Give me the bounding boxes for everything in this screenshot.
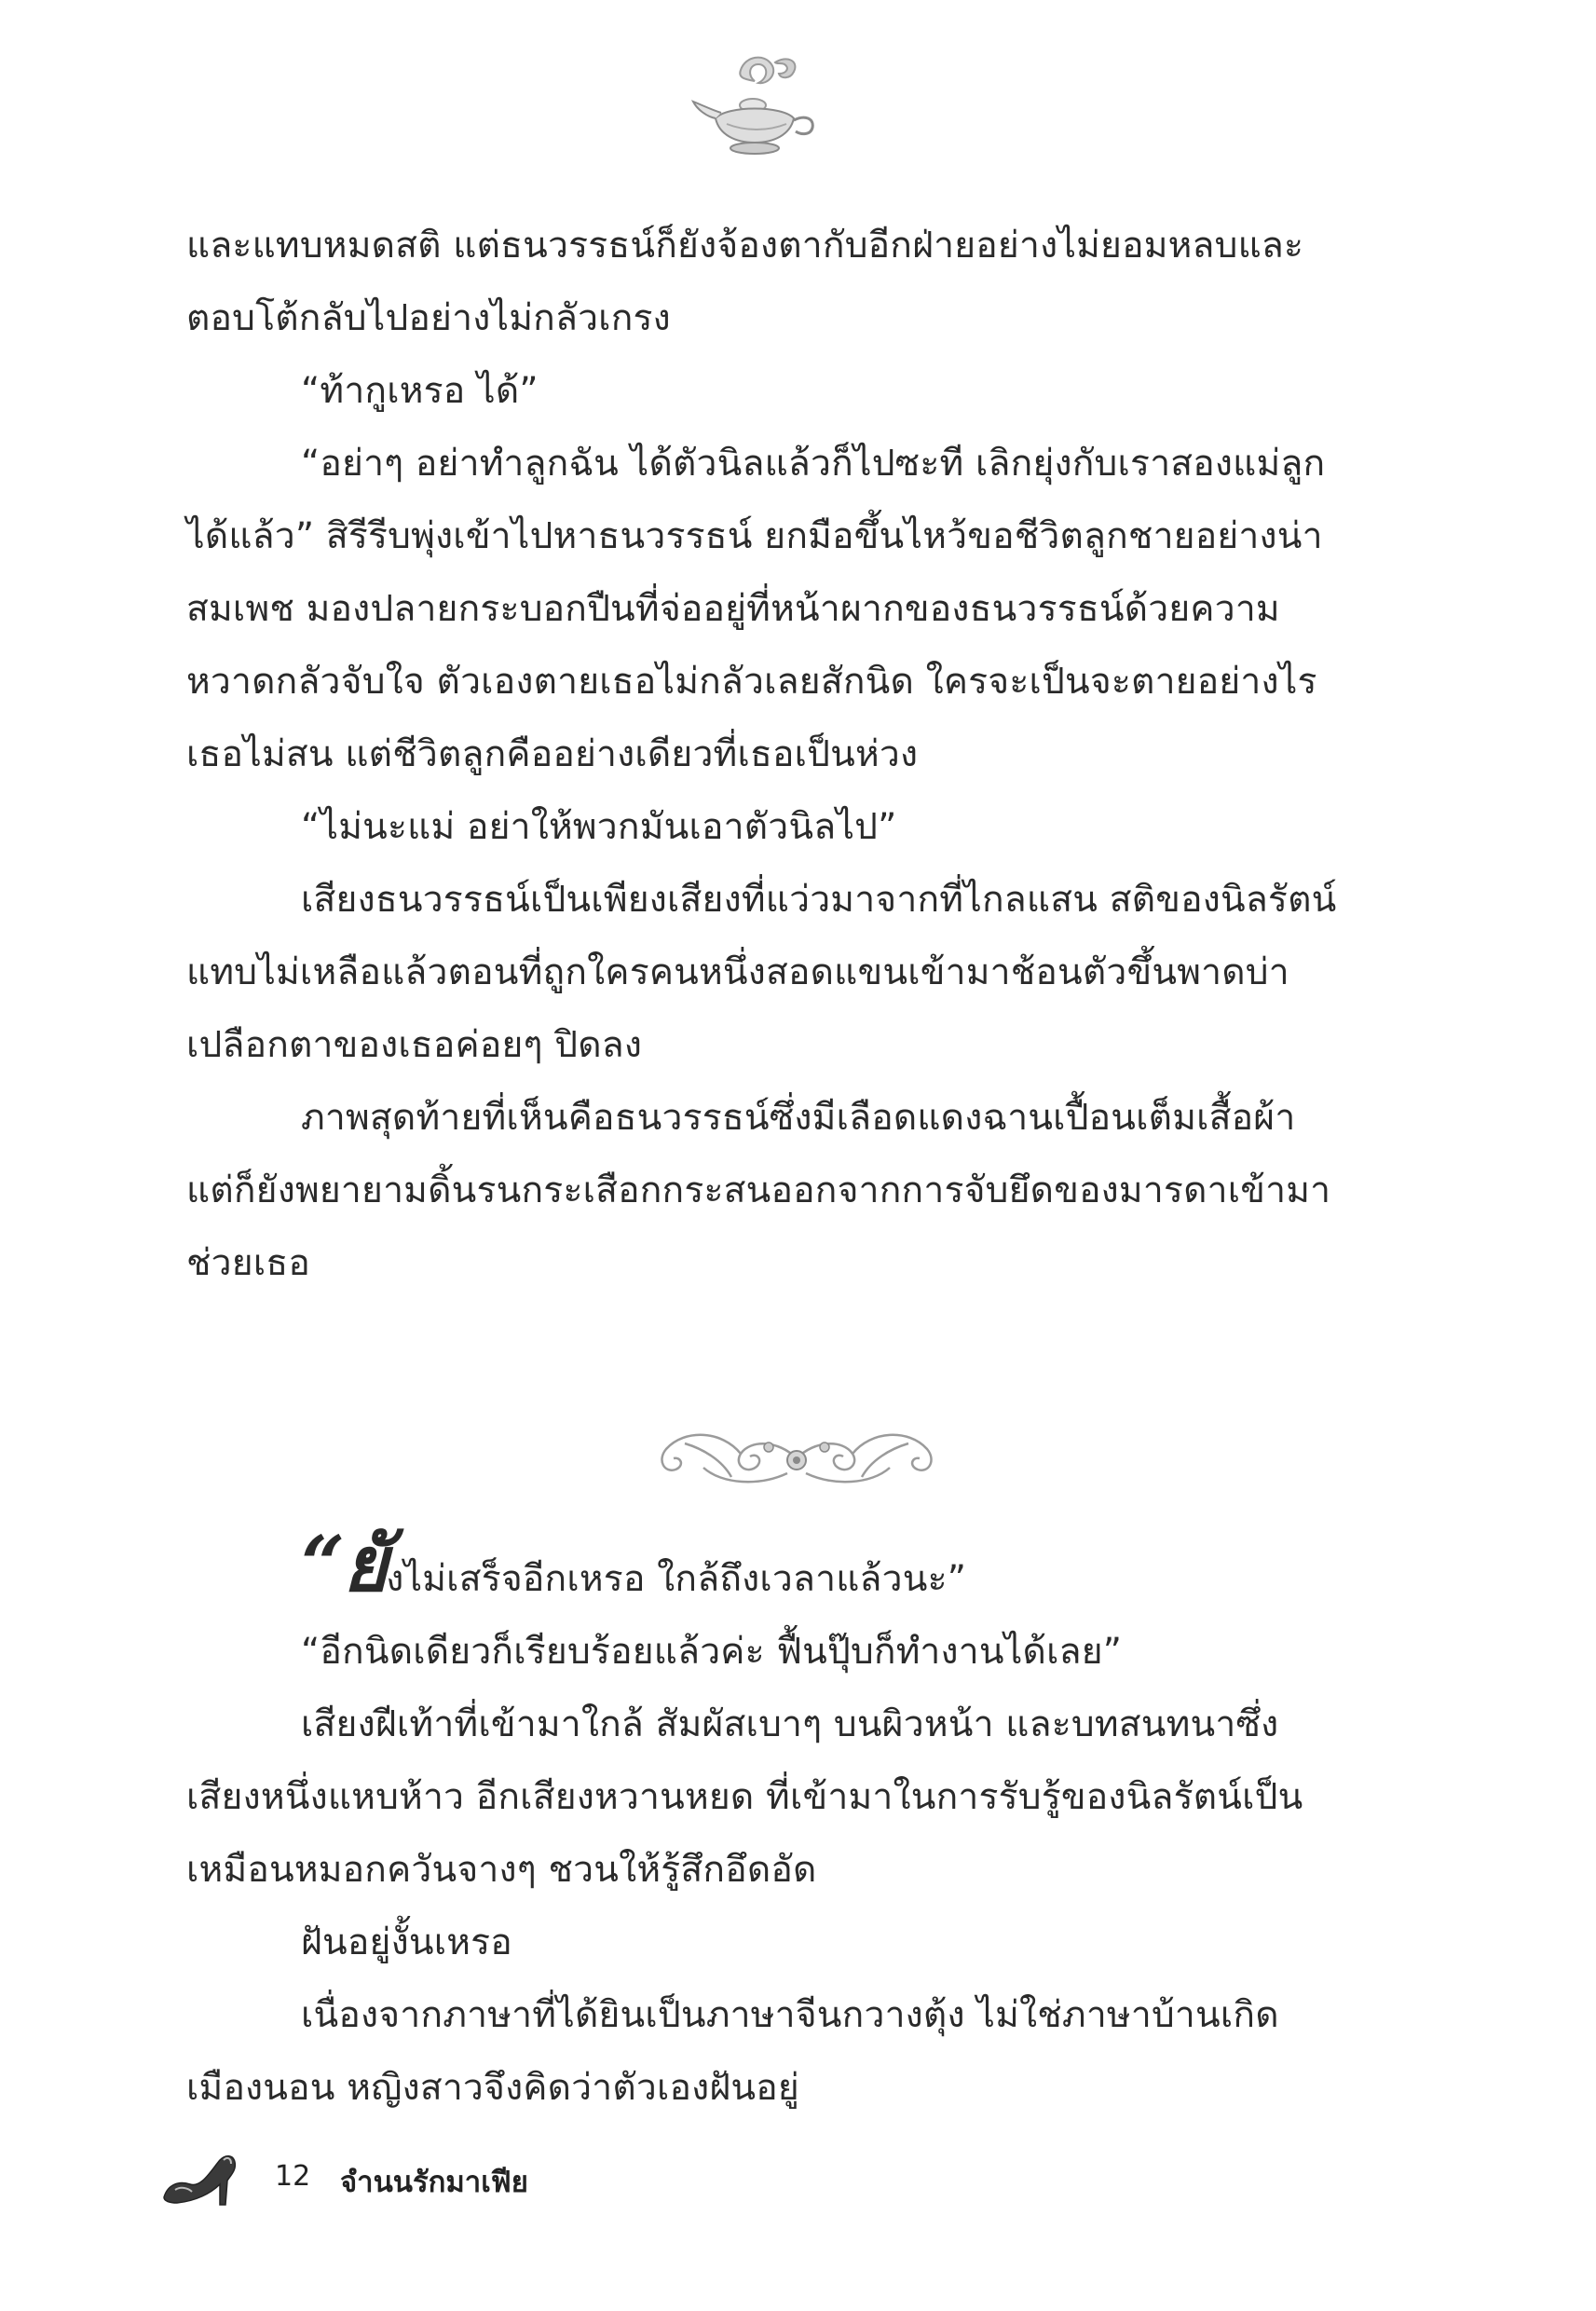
paragraph: เสียงฝีเท้าที่เข้ามาใกล้ สัมผัสเบาๆ บนผิวหน้า และบทสนทนาซึ่งเสียงหนึ่งแหบห้าว อีกเสียงหวานหยด ที่เข้ามาในการรับรู้ของนิลรัตน์เป็นเหมือนหมอกควันจางๆ ชวนให้รู้สึกอึดอัด: [186, 1703, 1303, 1891]
dropcap-paragraph: [186, 1520, 1342, 1616]
paragraph: เสียงธนวรรธน์เป็นเพียงเสียงที่แว่วมาจากที่ไกลแสน สติของนิลรัตน์แทบไม่เหลือแล้วตอนที่ถูกใครคนหนึ่งสอดแขนเข้ามาช้อนตัวขึ้นพาดบ่า เปลือกตาของเธอค่อยๆ ปิดลง: [186, 879, 1337, 1066]
paragraph: และแทบหมดสติ แต่ธนวรรธน์ก็ยังจ้องตากับอีกฝ่ายอย่างไม่ยอมหลบและตอบโต้กลับไปอย่างไม่กลัวเกรง: [186, 225, 1304, 339]
paragraph: “อย่าๆ อย่าทำลูกฉัน ได้ตัวนิลแล้วก็ไปซะที เลิกยุ่งกับเราสองแม่ลูกได้แล้ว” สิรีรีบพุ่งเข้าไปหาธนวรรธน์ ยกมือขึ้นไหว้ขอชีวิตลูกชายอย่างน่าสมเพช มองปลายกระบอกปืนที่จ่ออยู่ที่หน้าผากของธนวรรธน์ด้วยความหวาดกลัวจับใจ ตัวเองตายเธอไม่กลัวเลยสักนิด ใครจะเป็นจะตายอย่างไรเธอไม่สน แต่ชีวิตลูกคืออย่างเดียวที่เธอเป็นห่วง: [186, 443, 1326, 775]
book-title: จำนนรักมาเฟีย: [340, 2166, 528, 2199]
paragraph: เนื่องจากภาษาที่ได้ยินเป็นภาษาจีนกวางตุ้ง ไม่ใช่ภาษาบ้านเกิดเมืองนอน หญิงสาวจึงคิดว่าตัวเองฝันอยู่: [186, 1994, 1279, 2109]
story-text-section-2: [186, 1520, 1342, 2125]
paragraph: “อีกนิดเดียวก็เรียบร้อยแล้วค่ะ ฟื้นปุ๊บก็ทำงานได้เลย”: [301, 1631, 1123, 1673]
story-text-section-1: [186, 210, 1342, 1300]
page-footer: [158, 2143, 717, 2208]
paragraph: “ไม่นะแม่ อย่าให้พวกมันเอาตัวนิลไป”: [301, 806, 897, 848]
scroll-divider-icon: [648, 1412, 946, 1500]
genie-lamp-ornament-icon: [689, 51, 820, 158]
dropcap-letter: “ยั: [301, 1520, 387, 1609]
dropcap-line-rest: งไม่เสร็จอีกเหรอ ใกล้ถึงเวลาแล้วนะ”: [386, 1558, 967, 1600]
page-number: 12: [275, 2160, 311, 2193]
paragraph: ฝันอยู่งั้นเหรอ: [301, 1921, 512, 1963]
paragraph: ภาพสุดท้ายที่เห็นคือธนวรรธน์ซึ่งมีเลือดแดงฉานเปื้อนเต็มเสื้อผ้าแต่ก็ยังพยายามดิ้นรนกระเสือกกระสนออกจากการจับยึดของมารดาเข้ามาช่วยเธอ: [186, 1097, 1331, 1284]
paragraph: “ท้ากูเหรอ ได้”: [301, 370, 539, 412]
high-heel-shoe-icon: [158, 2143, 242, 2208]
